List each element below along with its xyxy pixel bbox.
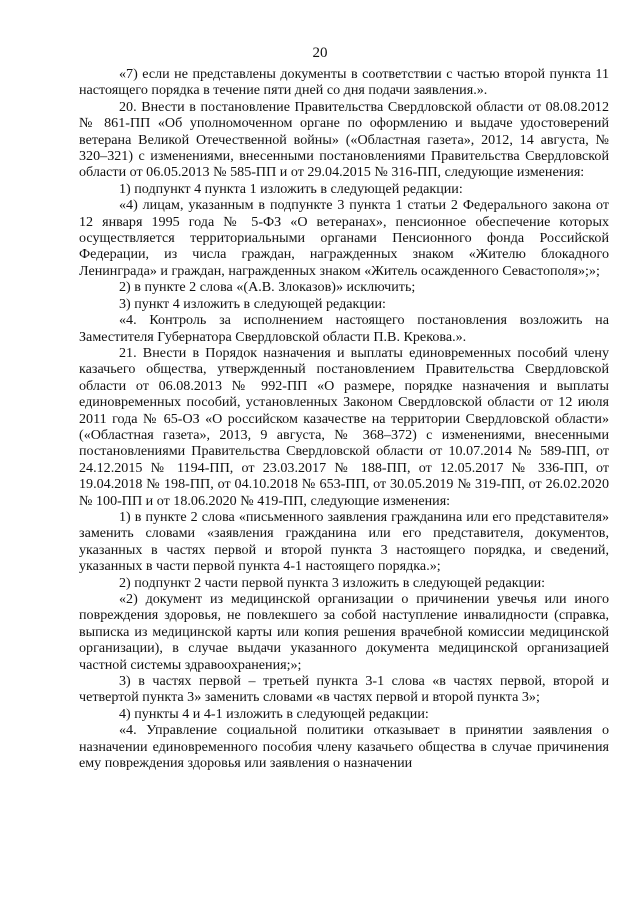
paragraph-20-2: 2) в пункте 2 слова «(А.В. Злоказов)» исключить;: [119, 279, 416, 296]
paragraph-20-1-quote: «4) лицам, указанным в подпункте 3 пункта 1 статьи 2 Федерального закона от 12 января 1995 года № 5-ФЗ «О ветеранах», пенсионное обеспечение которых осуществляется территориальными органами Пенсионного фонда Российской Федерации, из числа граждан, награжденных знаком «Жителю блокадного Ленинграда» и граждан, награжденных знаком «Житель осажденного Севастополя»;»;: [79, 197, 609, 279]
paragraph-21-4: 4) пункты 4 и 4-1 изложить в следующей редакции:: [119, 705, 429, 722]
paragraph-21-1: 1) в пункте 2 слова «письменного заявления гражданина или его представителя» заменить словами «заявления гражданина или его представителя, документов, указанных в частях первой и второй пункта 3 настоящего порядка, и сведений, указанных в части первой пункта 4-1 настоящего порядка.»;: [79, 508, 609, 575]
page-number: 20: [312, 45, 328, 61]
paragraph-21-2-quote: «2) документ из медицинской организации о причинении увечья или иного повреждения здоровья, не повлекшего за собой наступление инвалидности (справка, выписка из медицинской карты или копия решения врачебной комиссии медицинской организации), в случае выдачи указанного документа медицинской организацией частной системы здравоохранения;»;: [79, 591, 609, 673]
paragraph-20-1: 1) подпункт 4 пункта 1 изложить в следующей редакции:: [119, 180, 463, 197]
paragraph-20-3: 3) пункт 4 изложить в следующей редакции:: [119, 295, 386, 312]
paragraph-21-4-quote: «4. Управление социальной политики отказывает в принятии заявления о назначении единовременного пособия члену казачьего общества в случае причинения ему повреждения здоровья или заявления о назначении: [79, 722, 609, 772]
paragraph-21-2: 2) подпункт 2 части первой пункта 3 изложить в следующей редакции:: [119, 574, 546, 591]
paragraph-section-20: 20. Внести в постановление Правительства Свердловской области от 08.08.2012 № 861-ПП «Об уполномоченном органе по оформлению и выдаче удостоверений ветерана Великой Отечественной войны» («Областная газета», 2012, 14 августа, № 320–321) с изменениями, внесенными постановлениями Правительства Свердловской области от 06.05.2013 № 585-ПП и от 29.04.2015 № 316-ПП, следующие изменения:: [79, 98, 609, 181]
paragraph-section-21: 21. Внести в Порядок назначения и выплаты единовременных пособий члену казачьего общества, утвержденный постановлением Правительства Свердловской области от 06.08.2013 № 992-ПП «О размере, порядке назначения и выплаты единовременных пособий, установленных Законом Свердловской области от 12 июля 2011 года № 65-ОЗ «О российском казачестве на территории Свердловской области» («Областная газета», 2013, 9 августа, № 368–372) с изменениями, внесенными постановлениями Правительства Свердловской области от 10.07.2014 № 589-ПП, от 24.12.2015 № 1194-ПП, от 23.03.2017 № 188-ПП, от 12.05.2017 № 336-ПП, от 19.04.2018 № 198-ПП, от 04.10.2018 № 653-ПП, от 30.05.2019 № 319-ПП, от 26.02.2020 № 100-ПП и от 18.06.2020 № 419-ПП, следующие изменения:: [79, 344, 609, 509]
paragraph-20-3-quote: «4. Контроль за исполнением настоящего постановления возложить на Заместителя Губернатора Свердловской области П.В. Крекова.».: [79, 312, 609, 345]
paragraph-item-7-end: «7) если не представлены документы в соответствии с частью второй пункта 11 настоящего порядка в течение пяти дней со дня подачи заявления.».: [79, 66, 609, 99]
document-body: [79, 66, 609, 771]
paragraph-21-3: 3) в частях первой – третьей пункта 3-1 слова «в частях первой, второй и четвертой пункта 3» заменить словами «в частях первой и второй пункта 3»;: [79, 673, 609, 706]
